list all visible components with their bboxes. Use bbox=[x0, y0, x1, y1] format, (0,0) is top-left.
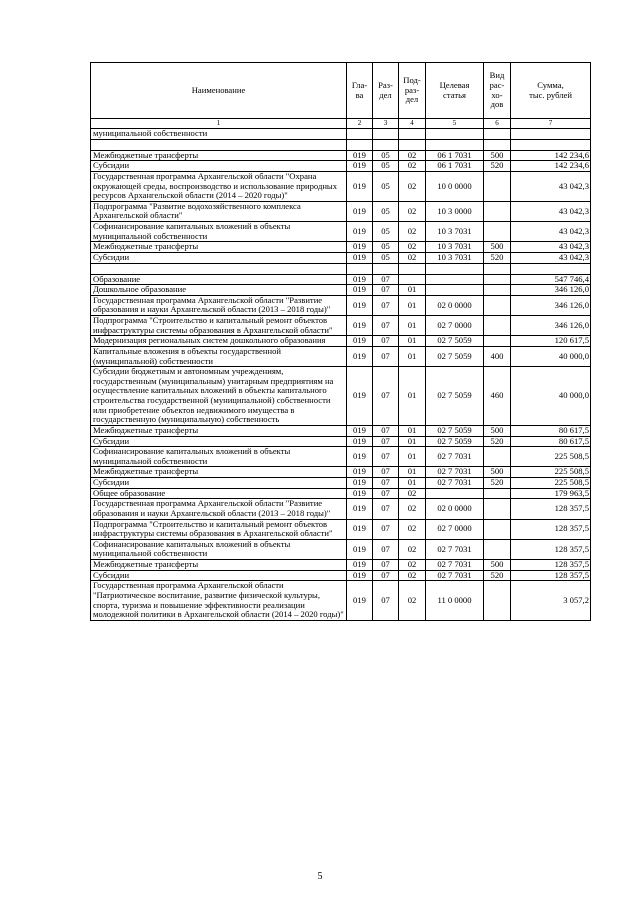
cell-sum: 80 617,5 bbox=[511, 425, 591, 436]
cell-vid bbox=[484, 581, 511, 621]
cell-sum: 3 057,2 bbox=[511, 581, 591, 621]
column-number: 7 bbox=[511, 119, 591, 129]
cell-sum: 43 042,3 bbox=[511, 222, 591, 242]
cell-vid bbox=[484, 201, 511, 221]
table-row bbox=[91, 581, 591, 621]
table-row bbox=[91, 346, 591, 366]
cell-razdel: 07 bbox=[373, 425, 399, 436]
table-row bbox=[91, 285, 591, 296]
cell-glava: 019 bbox=[347, 447, 373, 467]
empty-cell bbox=[91, 139, 347, 150]
cell-glava: 019 bbox=[347, 488, 373, 499]
cell-razdel: 05 bbox=[373, 150, 399, 161]
cell-target bbox=[426, 274, 484, 285]
cell-sum: 142 234,6 bbox=[511, 161, 591, 172]
empty-cell bbox=[484, 139, 511, 150]
empty-cell bbox=[347, 139, 373, 150]
cell-glava: 019 bbox=[347, 539, 373, 559]
cell-name: Общее образование bbox=[91, 488, 347, 499]
cell-sum: 225 508,5 bbox=[511, 478, 591, 489]
cell-glava: 019 bbox=[347, 171, 373, 201]
cell-razdel: 07 bbox=[373, 274, 399, 285]
table-row bbox=[91, 425, 591, 436]
cell-glava: 019 bbox=[347, 367, 373, 426]
cell-target: 02 7 5059 bbox=[426, 336, 484, 347]
cell-sum: 142 234,6 bbox=[511, 150, 591, 161]
cell-podrazdel: 02 bbox=[399, 242, 426, 253]
cell-name: Субсидии bbox=[91, 436, 347, 447]
cell-target: 02 0 0000 bbox=[426, 499, 484, 519]
cell-podrazdel: 02 bbox=[399, 570, 426, 581]
cell-podrazdel: 02 bbox=[399, 222, 426, 242]
column-number: 3 bbox=[373, 119, 399, 129]
cell-vid bbox=[484, 274, 511, 285]
cell-sum: 120 617,5 bbox=[511, 336, 591, 347]
cell-podrazdel: 02 bbox=[399, 150, 426, 161]
cell-podrazdel: 02 bbox=[399, 519, 426, 539]
cell-name: Образование bbox=[91, 274, 347, 285]
table-row bbox=[91, 488, 591, 499]
cell-vid: 520 bbox=[484, 252, 511, 263]
cell-razdel: 05 bbox=[373, 161, 399, 172]
cell-target: 10 3 7031 bbox=[426, 222, 484, 242]
column-number: 4 bbox=[399, 119, 426, 129]
cell-razdel: 07 bbox=[373, 295, 399, 315]
cell-vid bbox=[484, 488, 511, 499]
cell-razdel: 07 bbox=[373, 478, 399, 489]
cell-target bbox=[426, 285, 484, 296]
cell-razdel: 07 bbox=[373, 499, 399, 519]
cell-target: 11 0 0000 bbox=[426, 581, 484, 621]
table-row bbox=[91, 316, 591, 336]
cell-podrazdel: 02 bbox=[399, 252, 426, 263]
empty-cell bbox=[373, 263, 399, 274]
cell-razdel: 07 bbox=[373, 316, 399, 336]
column-number: 2 bbox=[347, 119, 373, 129]
cell-podrazdel: 01 bbox=[399, 478, 426, 489]
cell-target: 02 7 7031 bbox=[426, 539, 484, 559]
cell-podrazdel: 02 bbox=[399, 581, 426, 621]
cell-vid: 520 bbox=[484, 478, 511, 489]
cell-razdel bbox=[373, 129, 399, 140]
header-podrazdel: Под- раз- дел bbox=[399, 63, 426, 119]
cell-vid: 520 bbox=[484, 436, 511, 447]
cell-razdel: 07 bbox=[373, 447, 399, 467]
cell-sum: 128 357,5 bbox=[511, 539, 591, 559]
cell-razdel: 05 bbox=[373, 171, 399, 201]
table-row bbox=[91, 499, 591, 519]
header-glava: Гла- ва bbox=[347, 63, 373, 119]
table-row bbox=[91, 478, 591, 489]
cell-sum: 43 042,3 bbox=[511, 171, 591, 201]
cell-vid: 400 bbox=[484, 346, 511, 366]
cell-name: Субсидии bbox=[91, 161, 347, 172]
cell-vid bbox=[484, 295, 511, 315]
table-row bbox=[91, 447, 591, 467]
table-row bbox=[91, 570, 591, 581]
cell-name: Софинансирование капитальных вложений в объекты муниципальной собственности bbox=[91, 447, 347, 467]
header-razdel: Раз- дел bbox=[373, 63, 399, 119]
cell-target: 02 7 0000 bbox=[426, 519, 484, 539]
table-row bbox=[91, 161, 591, 172]
cell-target: 02 7 0000 bbox=[426, 316, 484, 336]
cell-podrazdel: 02 bbox=[399, 539, 426, 559]
cell-sum: 43 042,3 bbox=[511, 242, 591, 253]
header-name: Наименование bbox=[91, 63, 347, 119]
table-row bbox=[91, 539, 591, 559]
cell-sum: 43 042,3 bbox=[511, 252, 591, 263]
cell-target: 10 3 0000 bbox=[426, 201, 484, 221]
empty-cell bbox=[484, 263, 511, 274]
column-number: 5 bbox=[426, 119, 484, 129]
cell-podrazdel bbox=[399, 129, 426, 140]
header-sum: Сумма, тыс. рублей bbox=[511, 63, 591, 119]
column-number-row bbox=[91, 119, 591, 129]
cell-vid bbox=[484, 171, 511, 201]
cell-sum: 346 126,0 bbox=[511, 316, 591, 336]
cell-sum: 43 042,3 bbox=[511, 201, 591, 221]
table-row bbox=[91, 252, 591, 263]
cell-podrazdel: 02 bbox=[399, 488, 426, 499]
cell-name: Субсидии bbox=[91, 252, 347, 263]
cell-vid: 500 bbox=[484, 150, 511, 161]
cell-razdel: 07 bbox=[373, 570, 399, 581]
cell-razdel: 07 bbox=[373, 519, 399, 539]
cell-razdel: 05 bbox=[373, 201, 399, 221]
cell-target: 06 1 7031 bbox=[426, 161, 484, 172]
cell-name: Субсидии bbox=[91, 478, 347, 489]
cell-target bbox=[426, 129, 484, 140]
cell-razdel: 05 bbox=[373, 242, 399, 253]
cell-name: Подпрограмма "Строительство и капитальный ремонт объектов инфраструктуры системы образования в Архангельской области" bbox=[91, 519, 347, 539]
table-row bbox=[91, 560, 591, 571]
table-row bbox=[91, 150, 591, 161]
cell-podrazdel: 01 bbox=[399, 467, 426, 478]
blank-row bbox=[91, 139, 591, 150]
cell-name: Субсидии бюджетным и автономным учреждениям, государственным (муниципальным) унитарным предприятиям на осуществление капитальных вложений в объекты капитального строительства государственной (муниципальной) собственности или приобретение объектов недвижимого имущества в государственную (муниципальную) собственность bbox=[91, 367, 347, 426]
cell-glava: 019 bbox=[347, 581, 373, 621]
cell-vid: 520 bbox=[484, 570, 511, 581]
cell-name: Государственная программа Архангельской области "Развитие образования и науки Архангельской области (2013 – 2018 годы)" bbox=[91, 295, 347, 315]
cell-vid: 500 bbox=[484, 467, 511, 478]
cell-podrazdel: 01 bbox=[399, 425, 426, 436]
cell-razdel: 07 bbox=[373, 436, 399, 447]
empty-cell bbox=[399, 263, 426, 274]
cell-name: Межбюджетные трансферты bbox=[91, 150, 347, 161]
cell-podrazdel bbox=[399, 274, 426, 285]
cell-glava: 019 bbox=[347, 336, 373, 347]
cell-target bbox=[426, 488, 484, 499]
cell-vid bbox=[484, 539, 511, 559]
cell-podrazdel: 01 bbox=[399, 436, 426, 447]
cell-name: Дошкольное образование bbox=[91, 285, 347, 296]
empty-cell bbox=[91, 263, 347, 274]
cell-target: 02 7 5059 bbox=[426, 367, 484, 426]
cell-podrazdel: 01 bbox=[399, 447, 426, 467]
cell-glava: 019 bbox=[347, 425, 373, 436]
cell-vid: 500 bbox=[484, 560, 511, 571]
cell-sum: 128 357,5 bbox=[511, 560, 591, 571]
cell-glava: 019 bbox=[347, 346, 373, 366]
cell-name: Капитальные вложения в объекты государственной (муниципальной) собственности bbox=[91, 346, 347, 366]
cell-podrazdel: 01 bbox=[399, 346, 426, 366]
cell-razdel: 07 bbox=[373, 560, 399, 571]
cell-target: 02 7 7031 bbox=[426, 560, 484, 571]
cell-razdel: 07 bbox=[373, 467, 399, 478]
cell-name: муниципальной собственности bbox=[91, 129, 347, 140]
cell-razdel: 07 bbox=[373, 488, 399, 499]
cell-glava: 019 bbox=[347, 499, 373, 519]
table-row bbox=[91, 436, 591, 447]
header-vid: Вид рас- хо- дов bbox=[484, 63, 511, 119]
table-row bbox=[91, 467, 591, 478]
cell-glava: 019 bbox=[347, 252, 373, 263]
cell-target: 06 1 7031 bbox=[426, 150, 484, 161]
cell-glava: 019 bbox=[347, 222, 373, 242]
cell-glava: 019 bbox=[347, 285, 373, 296]
cell-target: 02 7 7031 bbox=[426, 467, 484, 478]
table-row bbox=[91, 519, 591, 539]
cell-vid bbox=[484, 499, 511, 519]
table-row bbox=[91, 336, 591, 347]
cell-razdel: 07 bbox=[373, 285, 399, 296]
header-target: Целевая статья bbox=[426, 63, 484, 119]
cell-glava bbox=[347, 129, 373, 140]
cell-vid: 520 bbox=[484, 161, 511, 172]
cell-sum: 225 508,5 bbox=[511, 447, 591, 467]
cell-sum: 225 508,5 bbox=[511, 467, 591, 478]
cell-glava: 019 bbox=[347, 295, 373, 315]
empty-cell bbox=[399, 139, 426, 150]
empty-cell bbox=[511, 263, 591, 274]
cell-razdel: 07 bbox=[373, 539, 399, 559]
cell-sum: 346 126,0 bbox=[511, 295, 591, 315]
column-number: 6 bbox=[484, 119, 511, 129]
cell-name: Софинансирование капитальных вложений в объекты муниципальной собственности bbox=[91, 222, 347, 242]
cell-sum: 80 617,5 bbox=[511, 436, 591, 447]
cell-podrazdel: 02 bbox=[399, 161, 426, 172]
cell-razdel: 07 bbox=[373, 346, 399, 366]
cell-podrazdel: 01 bbox=[399, 285, 426, 296]
cell-name: Подпрограмма "Строительство и капитальный ремонт объектов инфраструктуры системы образования в Архангельской области" bbox=[91, 316, 347, 336]
cell-target: 10 3 7031 bbox=[426, 252, 484, 263]
cell-podrazdel: 01 bbox=[399, 295, 426, 315]
table-row bbox=[91, 242, 591, 253]
cell-glava: 019 bbox=[347, 478, 373, 489]
cell-sum: 179 963,5 bbox=[511, 488, 591, 499]
cell-sum: 128 357,5 bbox=[511, 499, 591, 519]
cell-target: 02 7 7031 bbox=[426, 478, 484, 489]
cell-target: 02 7 5059 bbox=[426, 425, 484, 436]
cell-podrazdel: 02 bbox=[399, 171, 426, 201]
cell-sum bbox=[511, 129, 591, 140]
cell-vid bbox=[484, 447, 511, 467]
cell-razdel: 07 bbox=[373, 367, 399, 426]
cell-glava: 019 bbox=[347, 316, 373, 336]
table-row bbox=[91, 171, 591, 201]
cell-sum: 128 357,5 bbox=[511, 570, 591, 581]
cell-target: 10 0 0000 bbox=[426, 171, 484, 201]
cell-podrazdel: 02 bbox=[399, 201, 426, 221]
budget-table bbox=[90, 62, 591, 621]
cell-name: Межбюджетные трансферты bbox=[91, 425, 347, 436]
cell-vid: 500 bbox=[484, 425, 511, 436]
cell-name: Межбюджетные трансферты bbox=[91, 560, 347, 571]
table-row bbox=[91, 222, 591, 242]
cell-razdel: 05 bbox=[373, 222, 399, 242]
cell-vid bbox=[484, 222, 511, 242]
cell-vid: 500 bbox=[484, 242, 511, 253]
cell-podrazdel: 01 bbox=[399, 367, 426, 426]
cell-sum: 346 126,0 bbox=[511, 285, 591, 296]
cell-name: Государственная программа Архангельской области "Охрана окружающей среды, воспроизводство и использование природных ресурсов Архангельской области (2014 – 2020 годы)" bbox=[91, 171, 347, 201]
cell-target: 02 7 7031 bbox=[426, 447, 484, 467]
cell-name: Модернизация региональных систем дошкольного образования bbox=[91, 336, 347, 347]
cell-podrazdel: 01 bbox=[399, 336, 426, 347]
cell-glava: 019 bbox=[347, 161, 373, 172]
cell-vid bbox=[484, 519, 511, 539]
cell-name: Межбюджетные трансферты bbox=[91, 467, 347, 478]
cell-razdel: 07 bbox=[373, 336, 399, 347]
table-body bbox=[91, 129, 591, 621]
cell-vid bbox=[484, 285, 511, 296]
empty-cell bbox=[347, 263, 373, 274]
empty-cell bbox=[373, 139, 399, 150]
cell-glava: 019 bbox=[347, 201, 373, 221]
cell-target: 02 7 5059 bbox=[426, 436, 484, 447]
cell-name: Государственная программа Архангельской области "Развитие образования и науки Архангельской области (2013 – 2018 годы)" bbox=[91, 499, 347, 519]
cell-razdel: 07 bbox=[373, 581, 399, 621]
cell-razdel: 05 bbox=[373, 252, 399, 263]
cell-target: 02 7 5059 bbox=[426, 346, 484, 366]
cell-target: 02 7 7031 bbox=[426, 570, 484, 581]
cell-target: 10 3 7031 bbox=[426, 242, 484, 253]
table-row bbox=[91, 295, 591, 315]
cell-vid bbox=[484, 129, 511, 140]
empty-cell bbox=[426, 139, 484, 150]
cell-glava: 019 bbox=[347, 436, 373, 447]
cell-vid: 460 bbox=[484, 367, 511, 426]
empty-cell bbox=[426, 263, 484, 274]
cell-vid bbox=[484, 336, 511, 347]
cell-glava: 019 bbox=[347, 274, 373, 285]
cell-podrazdel: 02 bbox=[399, 560, 426, 571]
cell-name: Государственная программа Архангельской области "Патриотическое воспитание, развитие физической культуры, спорта, туризма и повышение эффективности реализации молодежной политики в Архангельской области (2014 – 2020 годы)" bbox=[91, 581, 347, 621]
cell-podrazdel: 02 bbox=[399, 499, 426, 519]
table-row bbox=[91, 129, 591, 140]
table-row bbox=[91, 201, 591, 221]
cell-name: Субсидии bbox=[91, 570, 347, 581]
cell-glava: 019 bbox=[347, 150, 373, 161]
cell-sum: 547 746,4 bbox=[511, 274, 591, 285]
cell-sum: 40 000,0 bbox=[511, 346, 591, 366]
cell-sum: 128 357,5 bbox=[511, 519, 591, 539]
cell-glava: 019 bbox=[347, 242, 373, 253]
cell-vid bbox=[484, 316, 511, 336]
cell-glava: 019 bbox=[347, 519, 373, 539]
column-number: 1 bbox=[91, 119, 347, 129]
cell-sum: 40 000,0 bbox=[511, 367, 591, 426]
page-number: 5 bbox=[317, 871, 323, 882]
empty-cell bbox=[511, 139, 591, 150]
table-row bbox=[91, 367, 591, 426]
cell-name: Подпрограмма "Развитие водохозяйственного комплекса Архангельской области" bbox=[91, 201, 347, 221]
cell-glava: 019 bbox=[347, 570, 373, 581]
cell-glava: 019 bbox=[347, 560, 373, 571]
blank-row bbox=[91, 263, 591, 274]
cell-glava: 019 bbox=[347, 467, 373, 478]
table-row bbox=[91, 274, 591, 285]
cell-target: 02 0 0000 bbox=[426, 295, 484, 315]
cell-name: Межбюджетные трансферты bbox=[91, 242, 347, 253]
cell-name: Софинансирование капитальных вложений в объекты муниципальной собственности bbox=[91, 539, 347, 559]
cell-podrazdel: 01 bbox=[399, 316, 426, 336]
